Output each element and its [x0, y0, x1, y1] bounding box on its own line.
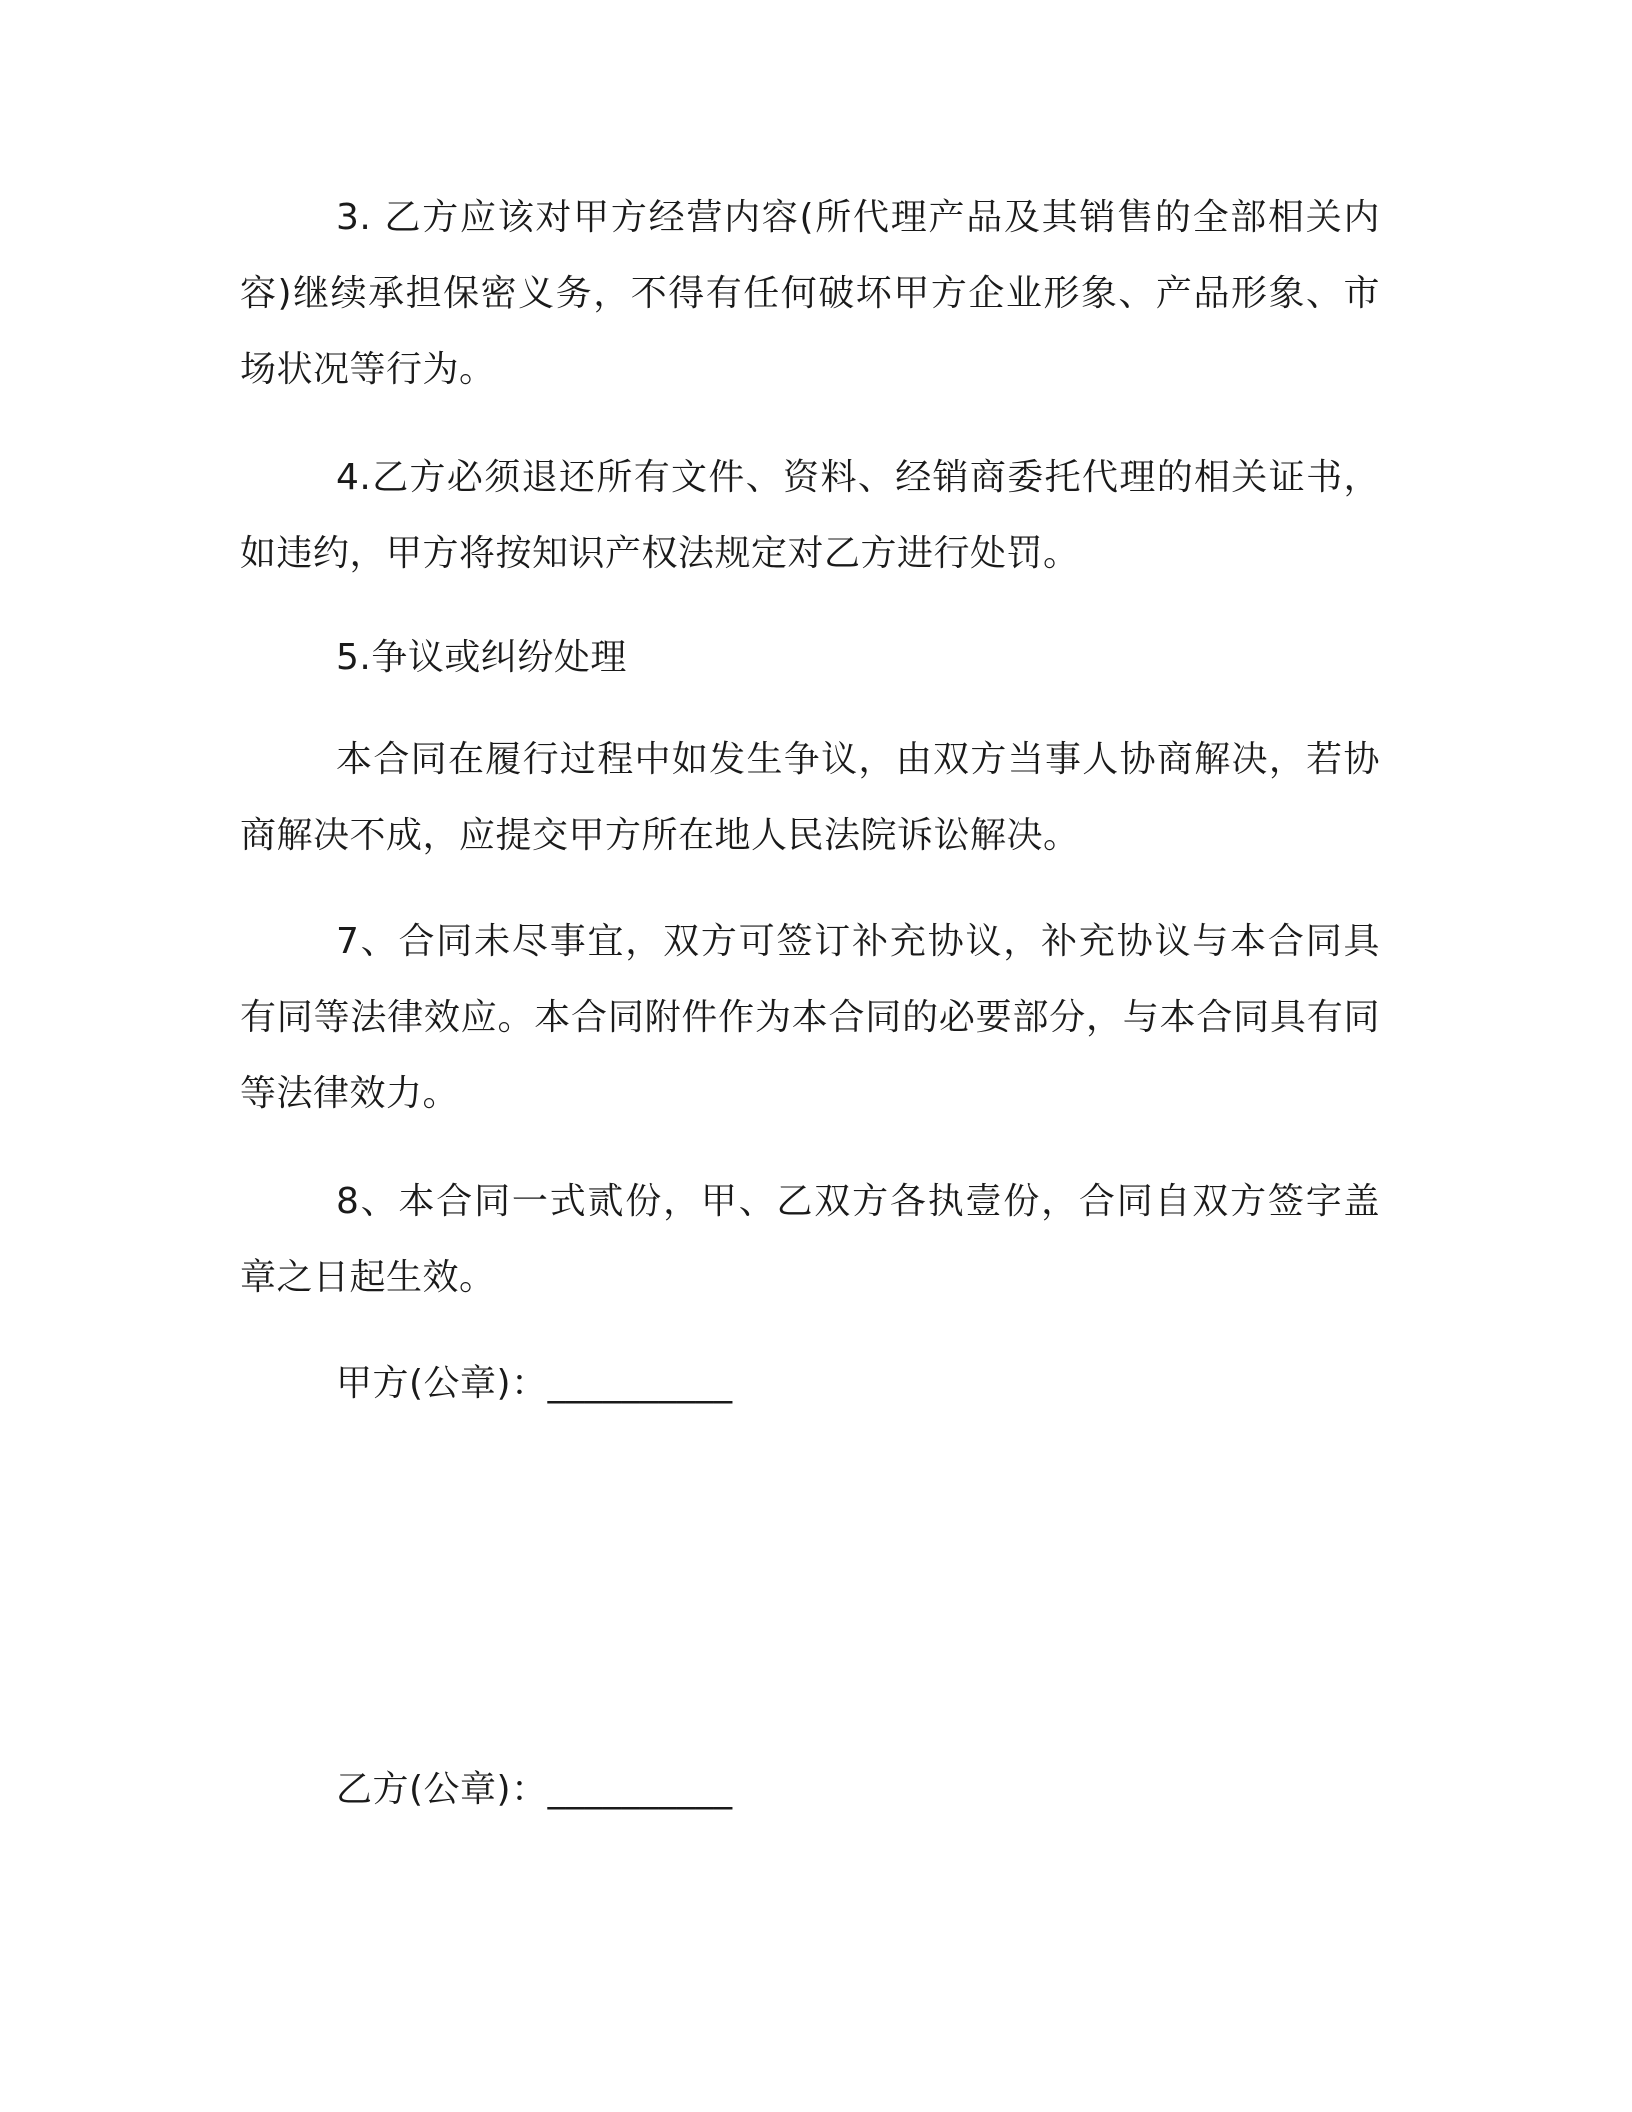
clause-4-return-documents: 4.乙方必须退还所有文件、资料、经销商委托代理的相关证书，如违约，甲方将按知识产权法规定对乙方进行处罚。 [240, 457, 1380, 574]
clause-7-supplementary: 7、合同未尽事宜，双方可签订补充协议，补充协议与本合同具有同等法律效应。本合同附件作为本合同的必要部分，与本合同具有同等法律效力。 [240, 921, 1380, 1114]
party-b-signature-line: 乙方(公章)：__________ [336, 1769, 733, 1810]
clause-3-confidentiality: 3. 乙方应该对甲方经营内容(所代理产品及其销售的全部相关内容)继续承担保密义务，不得有任何破坏甲方企业形象、产品形象、市场状况等行为。 [240, 197, 1380, 390]
clause-5-dispute-body: 本合同在履行过程中如发生争议，由双方当事人协商解决，若协商解决不成，应提交甲方所在地人民法院诉讼解决。 [240, 739, 1380, 856]
clause-5-heading: 5.争议或纠纷处理 [336, 637, 627, 678]
clause-8-copies: 8、本合同一式贰份，甲、乙双方各执壹份，合同自双方签字盖章之日起生效。 [240, 1181, 1380, 1298]
party-a-signature-line: 甲方(公章)：__________ [336, 1363, 733, 1404]
